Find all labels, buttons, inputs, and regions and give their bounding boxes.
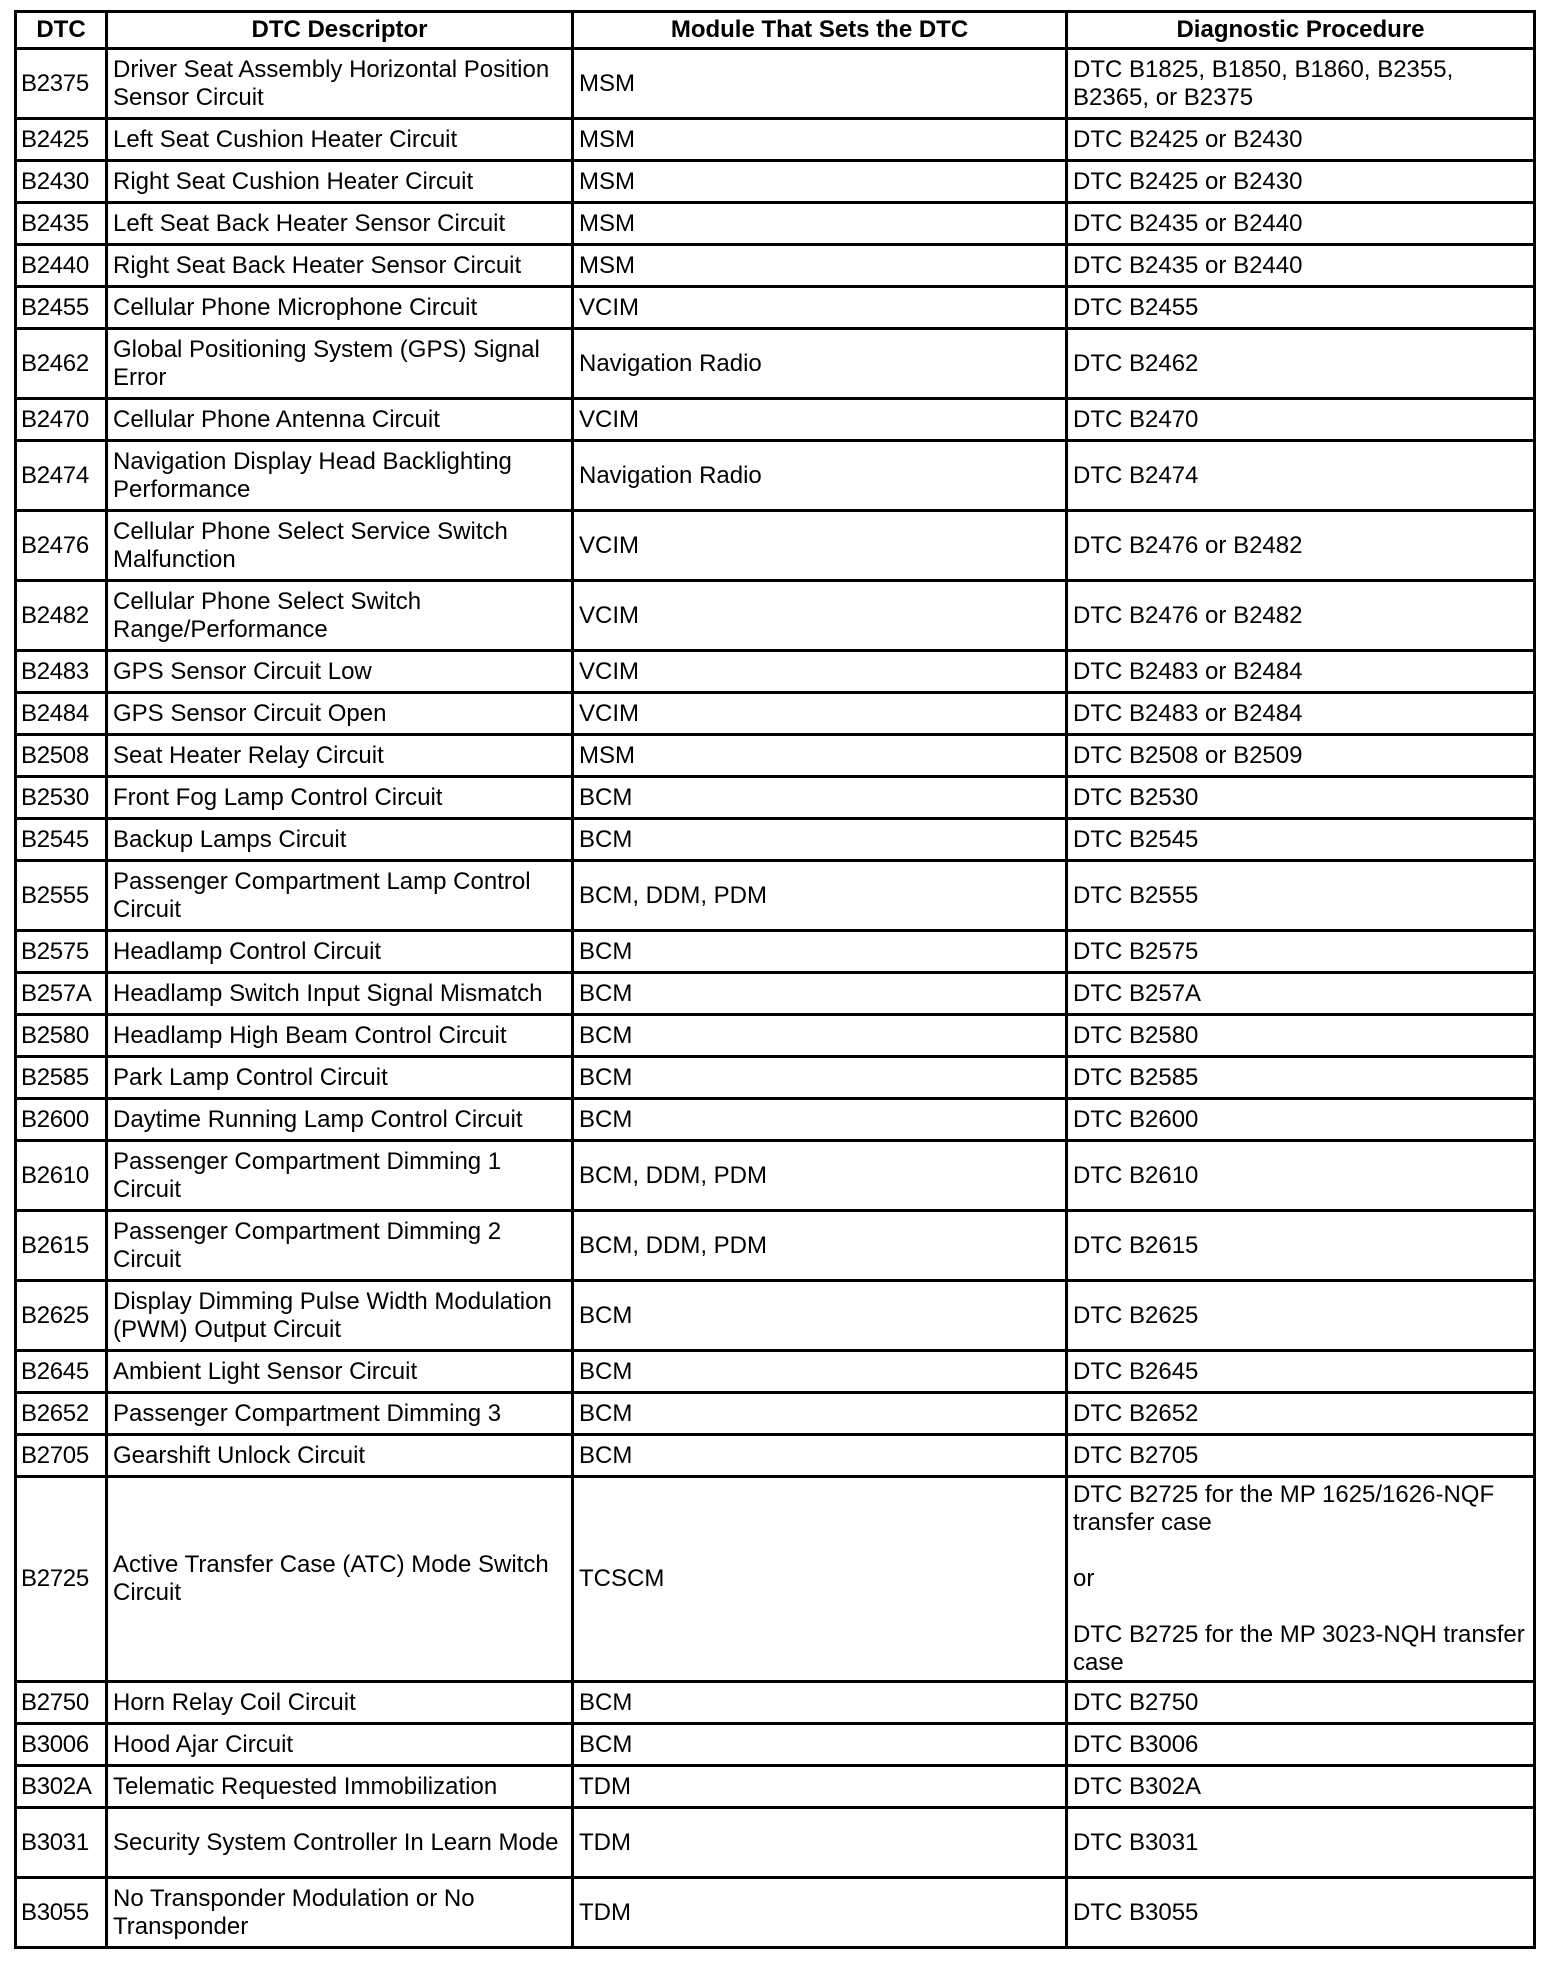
procedure-text: DTC B2508 or B2509 [1073, 741, 1303, 769]
diagnostic-procedure-cell [1067, 1099, 1535, 1141]
procedure-text: DTC B2476 or B2482 [1073, 601, 1303, 629]
dtc-code-cell: B2425 [16, 119, 107, 161]
dtc-code-cell: B2580 [16, 1015, 107, 1057]
module-cell: BCM [573, 973, 1067, 1015]
module-cell: BCM [573, 1281, 1067, 1351]
diagnostic-procedure-cell [1067, 931, 1535, 973]
procedure-text: DTC B2555 [1073, 881, 1199, 909]
module-cell: BCM, DDM, PDM [573, 861, 1067, 931]
procedure-text: DTC B2470 [1073, 405, 1199, 433]
dtc-code-cell: B3006 [16, 1724, 107, 1766]
dtc-code-cell: B3055 [16, 1878, 107, 1948]
module-cell: MSM [573, 49, 1067, 119]
diagnostic-procedure-cell [1067, 735, 1535, 777]
module-cell: BCM [573, 777, 1067, 819]
procedure-text: DTC B2575 [1073, 937, 1199, 965]
diagnostic-procedure-cell [1067, 329, 1535, 399]
dtc-code-cell: B2645 [16, 1351, 107, 1393]
procedure-text: DTC B2530 [1073, 783, 1199, 811]
table-row [16, 1682, 1535, 1724]
diagnostic-procedure-cell [1067, 287, 1535, 329]
module-cell: VCIM [573, 693, 1067, 735]
procedure-text: DTC B3031 [1073, 1828, 1199, 1856]
module-cell: VCIM [573, 581, 1067, 651]
table-row [16, 1099, 1535, 1141]
dtc-descriptor-cell: No Transponder Modulation or No Transponder [107, 1878, 573, 1948]
table-row [16, 329, 1535, 399]
module-cell: VCIM [573, 399, 1067, 441]
dtc-descriptor-cell: Ambient Light Sensor Circuit [107, 1351, 573, 1393]
procedure-text: DTC B2476 or B2482 [1073, 531, 1303, 559]
table-row [16, 511, 1535, 581]
module-cell: MSM [573, 119, 1067, 161]
dtc-descriptor-cell: Global Positioning System (GPS) Signal Error [107, 329, 573, 399]
table-row [16, 287, 1535, 329]
module-cell: BCM [573, 1351, 1067, 1393]
module-cell: BCM [573, 1682, 1067, 1724]
diagnostic-procedure-cell [1067, 1015, 1535, 1057]
procedure-text: DTC B257A [1073, 979, 1202, 1007]
table-row [16, 693, 1535, 735]
dtc-descriptor-cell: Headlamp High Beam Control Circuit [107, 1015, 573, 1057]
dtc-descriptor-cell: GPS Sensor Circuit Open [107, 693, 573, 735]
module-cell: TDM [573, 1878, 1067, 1948]
table-row [16, 399, 1535, 441]
table-row [16, 1393, 1535, 1435]
diagnostic-procedure-cell [1067, 161, 1535, 203]
dtc-code-cell: B2725 [16, 1477, 107, 1682]
module-cell: BCM [573, 1435, 1067, 1477]
procedure-text: DTC B2705 [1073, 1441, 1199, 1469]
module-cell: BCM, DDM, PDM [573, 1141, 1067, 1211]
dtc-code-cell: B3031 [16, 1808, 107, 1878]
table-row [16, 245, 1535, 287]
table-row [16, 581, 1535, 651]
diagnostic-procedure-cell [1067, 777, 1535, 819]
dtc-code-cell: B2750 [16, 1682, 107, 1724]
module-cell: Navigation Radio [573, 329, 1067, 399]
dtc-descriptor-cell: Passenger Compartment Lamp Control Circuit [107, 861, 573, 931]
procedure-text: DTC B1825, B1850, B1860, B2355, B2365, or B2375 [1073, 55, 1454, 111]
table-row [16, 861, 1535, 931]
table-row [16, 1724, 1535, 1766]
diagnostic-procedure-cell [1067, 1878, 1535, 1948]
dtc-code-cell: B2555 [16, 861, 107, 931]
table-body [16, 49, 1535, 1948]
table-row [16, 203, 1535, 245]
procedure-text: DTC B2610 [1073, 1161, 1199, 1189]
table-row [16, 777, 1535, 819]
procedure-text: DTC B302A [1073, 1772, 1202, 1800]
diagnostic-procedure-cell [1067, 1477, 1535, 1682]
diagnostic-procedure-cell [1067, 1435, 1535, 1477]
dtc-descriptor-cell: Navigation Display Head Backlighting Performance [107, 441, 573, 511]
dtc-descriptor-cell: Cellular Phone Microphone Circuit [107, 287, 573, 329]
module-cell: VCIM [573, 651, 1067, 693]
table-row [16, 161, 1535, 203]
dtc-code-cell: B2430 [16, 161, 107, 203]
table-row [16, 651, 1535, 693]
procedure-text: DTC B2725 for the MP 3023-NQH transfer case [1073, 1621, 1525, 1676]
procedure-text: DTC B2545 [1073, 825, 1199, 853]
diagnostic-procedure-cell [1067, 1141, 1535, 1211]
table-row [16, 49, 1535, 119]
dtc-code-cell: B2625 [16, 1281, 107, 1351]
header-descriptor: DTC Descriptor [107, 12, 573, 49]
diagnostic-procedure-cell [1067, 441, 1535, 511]
dtc-descriptor-cell: Passenger Compartment Dimming 3 [107, 1393, 573, 1435]
table-row [16, 1766, 1535, 1808]
diagnostic-procedure-cell [1067, 119, 1535, 161]
module-cell: TDM [573, 1808, 1067, 1878]
procedure-text: DTC B2483 or B2484 [1073, 699, 1303, 727]
dtc-code-cell: B2530 [16, 777, 107, 819]
dtc-code-cell: B2462 [16, 329, 107, 399]
procedure-text: DTC B2725 for the MP 1625/1626-NQF transfer case [1073, 1481, 1495, 1536]
dtc-code-cell: B2652 [16, 1393, 107, 1435]
module-cell: BCM [573, 931, 1067, 973]
dtc-descriptor-cell: Active Transfer Case (ATC) Mode Switch Circuit [107, 1477, 573, 1682]
dtc-code-cell: B2575 [16, 931, 107, 973]
header-module: Module That Sets the DTC [573, 12, 1067, 49]
dtc-descriptor-cell: Daytime Running Lamp Control Circuit [107, 1099, 573, 1141]
diagnostic-procedure-cell [1067, 973, 1535, 1015]
dtc-code-cell: B2610 [16, 1141, 107, 1211]
table-row [16, 1141, 1535, 1211]
procedure-text: DTC B2425 or B2430 [1073, 167, 1303, 195]
dtc-descriptor-cell: Cellular Phone Select Switch Range/Performance [107, 581, 573, 651]
module-cell: BCM [573, 1015, 1067, 1057]
dtc-code-cell: B2476 [16, 511, 107, 581]
diagnostic-procedure-cell [1067, 1057, 1535, 1099]
procedure-text: DTC B2625 [1073, 1301, 1199, 1329]
diagnostic-procedure-cell [1067, 203, 1535, 245]
table-row [16, 735, 1535, 777]
dtc-descriptor-cell: Telematic Requested Immobilization [107, 1766, 573, 1808]
diagnostic-procedure-cell [1067, 651, 1535, 693]
procedure-text: DTC B2585 [1073, 1063, 1199, 1091]
procedure-text: DTC B2652 [1073, 1399, 1199, 1427]
table-row [16, 1808, 1535, 1878]
dtc-descriptor-cell: Left Seat Back Heater Sensor Circuit [107, 203, 573, 245]
module-cell: MSM [573, 161, 1067, 203]
diagnostic-procedure-cell [1067, 1393, 1535, 1435]
dtc-code-cell: B2455 [16, 287, 107, 329]
table-row [16, 819, 1535, 861]
module-cell: VCIM [573, 287, 1067, 329]
dtc-descriptor-cell: Display Dimming Pulse Width Modulation (PWM) Output Circuit [107, 1281, 573, 1351]
diagnostic-procedure-cell [1067, 245, 1535, 287]
procedure-text: DTC B2645 [1073, 1357, 1199, 1385]
module-cell: BCM [573, 1099, 1067, 1141]
module-cell: MSM [573, 735, 1067, 777]
diagnostic-procedure-cell [1067, 693, 1535, 735]
dtc-descriptor-cell: Headlamp Switch Input Signal Mismatch [107, 973, 573, 1015]
dtc-code-cell: B2483 [16, 651, 107, 693]
module-cell: BCM, DDM, PDM [573, 1211, 1067, 1281]
diagnostic-procedure-cell [1067, 1351, 1535, 1393]
dtc-table [14, 10, 1536, 1949]
procedure-text: DTC B2580 [1073, 1021, 1199, 1049]
diagnostic-procedure-cell [1067, 1211, 1535, 1281]
module-cell: BCM [573, 1724, 1067, 1766]
diagnostic-procedure-cell [1067, 1281, 1535, 1351]
diagnostic-procedure-cell [1067, 581, 1535, 651]
module-cell: MSM [573, 203, 1067, 245]
dtc-code-cell: B2484 [16, 693, 107, 735]
procedure-text: DTC B2462 [1073, 349, 1199, 377]
dtc-descriptor-cell: Right Seat Cushion Heater Circuit [107, 161, 573, 203]
dtc-descriptor-cell: Front Fog Lamp Control Circuit [107, 777, 573, 819]
dtc-code-cell: B2585 [16, 1057, 107, 1099]
module-cell: Navigation Radio [573, 441, 1067, 511]
table-row [16, 1435, 1535, 1477]
procedure-text: DTC B2455 [1073, 293, 1199, 321]
procedure-text: DTC B2600 [1073, 1105, 1199, 1133]
dtc-code-cell: B2474 [16, 441, 107, 511]
module-cell: TCSCM [573, 1477, 1067, 1682]
dtc-code-cell: B2600 [16, 1099, 107, 1141]
dtc-descriptor-cell: Left Seat Cushion Heater Circuit [107, 119, 573, 161]
dtc-code-cell: B2435 [16, 203, 107, 245]
module-cell: BCM [573, 1393, 1067, 1435]
dtc-descriptor-cell: Backup Lamps Circuit [107, 819, 573, 861]
procedure-text: DTC B3006 [1073, 1730, 1199, 1758]
diagnostic-procedure-cell [1067, 49, 1535, 119]
dtc-descriptor-cell: Driver Seat Assembly Horizontal Position Sensor Circuit [107, 49, 573, 119]
table-row [16, 1878, 1535, 1948]
module-cell: BCM [573, 819, 1067, 861]
module-cell: TDM [573, 1766, 1067, 1808]
diagnostic-procedure-cell [1067, 1682, 1535, 1724]
diagnostic-procedure-cell [1067, 1724, 1535, 1766]
procedure-text: DTC B2615 [1073, 1231, 1199, 1259]
table-row [16, 1015, 1535, 1057]
procedure-text: DTC B2474 [1073, 461, 1199, 489]
procedure-text: DTC B2435 or B2440 [1073, 209, 1303, 237]
dtc-code-cell: B2615 [16, 1211, 107, 1281]
dtc-code-cell: B2545 [16, 819, 107, 861]
diagnostic-procedure-cell [1067, 399, 1535, 441]
procedure-text: DTC B2435 or B2440 [1073, 251, 1303, 279]
module-cell: BCM [573, 1057, 1067, 1099]
dtc-descriptor-cell: Park Lamp Control Circuit [107, 1057, 573, 1099]
procedure-text: DTC B2483 or B2484 [1073, 657, 1303, 685]
diagnostic-procedure-cell [1067, 861, 1535, 931]
table-header [16, 12, 1535, 49]
procedure-text: DTC B2425 or B2430 [1073, 125, 1303, 153]
dtc-code-cell: B2440 [16, 245, 107, 287]
dtc-descriptor-cell: Right Seat Back Heater Sensor Circuit [107, 245, 573, 287]
dtc-code-cell: B2508 [16, 735, 107, 777]
dtc-code-cell: B2470 [16, 399, 107, 441]
diagnostic-procedure-cell [1067, 511, 1535, 581]
dtc-code-cell: B2482 [16, 581, 107, 651]
table-row [16, 973, 1535, 1015]
table-row [16, 1477, 1535, 1682]
procedure-text: DTC B3055 [1073, 1898, 1199, 1926]
diagnostic-procedure-cell [1067, 819, 1535, 861]
dtc-descriptor-cell: Passenger Compartment Dimming 2 Circuit [107, 1211, 573, 1281]
table-row [16, 1351, 1535, 1393]
table-row [16, 1281, 1535, 1351]
dtc-descriptor-cell: Headlamp Control Circuit [107, 931, 573, 973]
diagnostic-procedure-cell [1067, 1808, 1535, 1878]
procedure-text: or [1073, 1565, 1095, 1592]
dtc-code-cell: B257A [16, 973, 107, 1015]
dtc-code-cell: B2375 [16, 49, 107, 119]
module-cell: MSM [573, 245, 1067, 287]
dtc-descriptor-cell: Passenger Compartment Dimming 1 Circuit [107, 1141, 573, 1211]
table-row [16, 1057, 1535, 1099]
dtc-descriptor-cell: GPS Sensor Circuit Low [107, 651, 573, 693]
dtc-descriptor-cell: Cellular Phone Select Service Switch Malfunction [107, 511, 573, 581]
header-dtc: DTC [16, 12, 107, 49]
dtc-code-cell: B2705 [16, 1435, 107, 1477]
table-row [16, 1211, 1535, 1281]
table-row [16, 931, 1535, 973]
table-row [16, 441, 1535, 511]
dtc-descriptor-cell: Cellular Phone Antenna Circuit [107, 399, 573, 441]
table-row [16, 119, 1535, 161]
header-row [16, 12, 1535, 49]
dtc-code-cell: B302A [16, 1766, 107, 1808]
dtc-descriptor-cell: Seat Heater Relay Circuit [107, 735, 573, 777]
procedure-text: DTC B2750 [1073, 1688, 1199, 1716]
diagnostic-procedure-cell [1067, 1766, 1535, 1808]
module-cell: VCIM [573, 511, 1067, 581]
dtc-descriptor-cell: Gearshift Unlock Circuit [107, 1435, 573, 1477]
dtc-descriptor-cell: Hood Ajar Circuit [107, 1724, 573, 1766]
dtc-descriptor-cell: Security System Controller In Learn Mode [107, 1808, 573, 1878]
dtc-descriptor-cell: Horn Relay Coil Circuit [107, 1682, 573, 1724]
header-procedure: Diagnostic Procedure [1067, 12, 1535, 49]
